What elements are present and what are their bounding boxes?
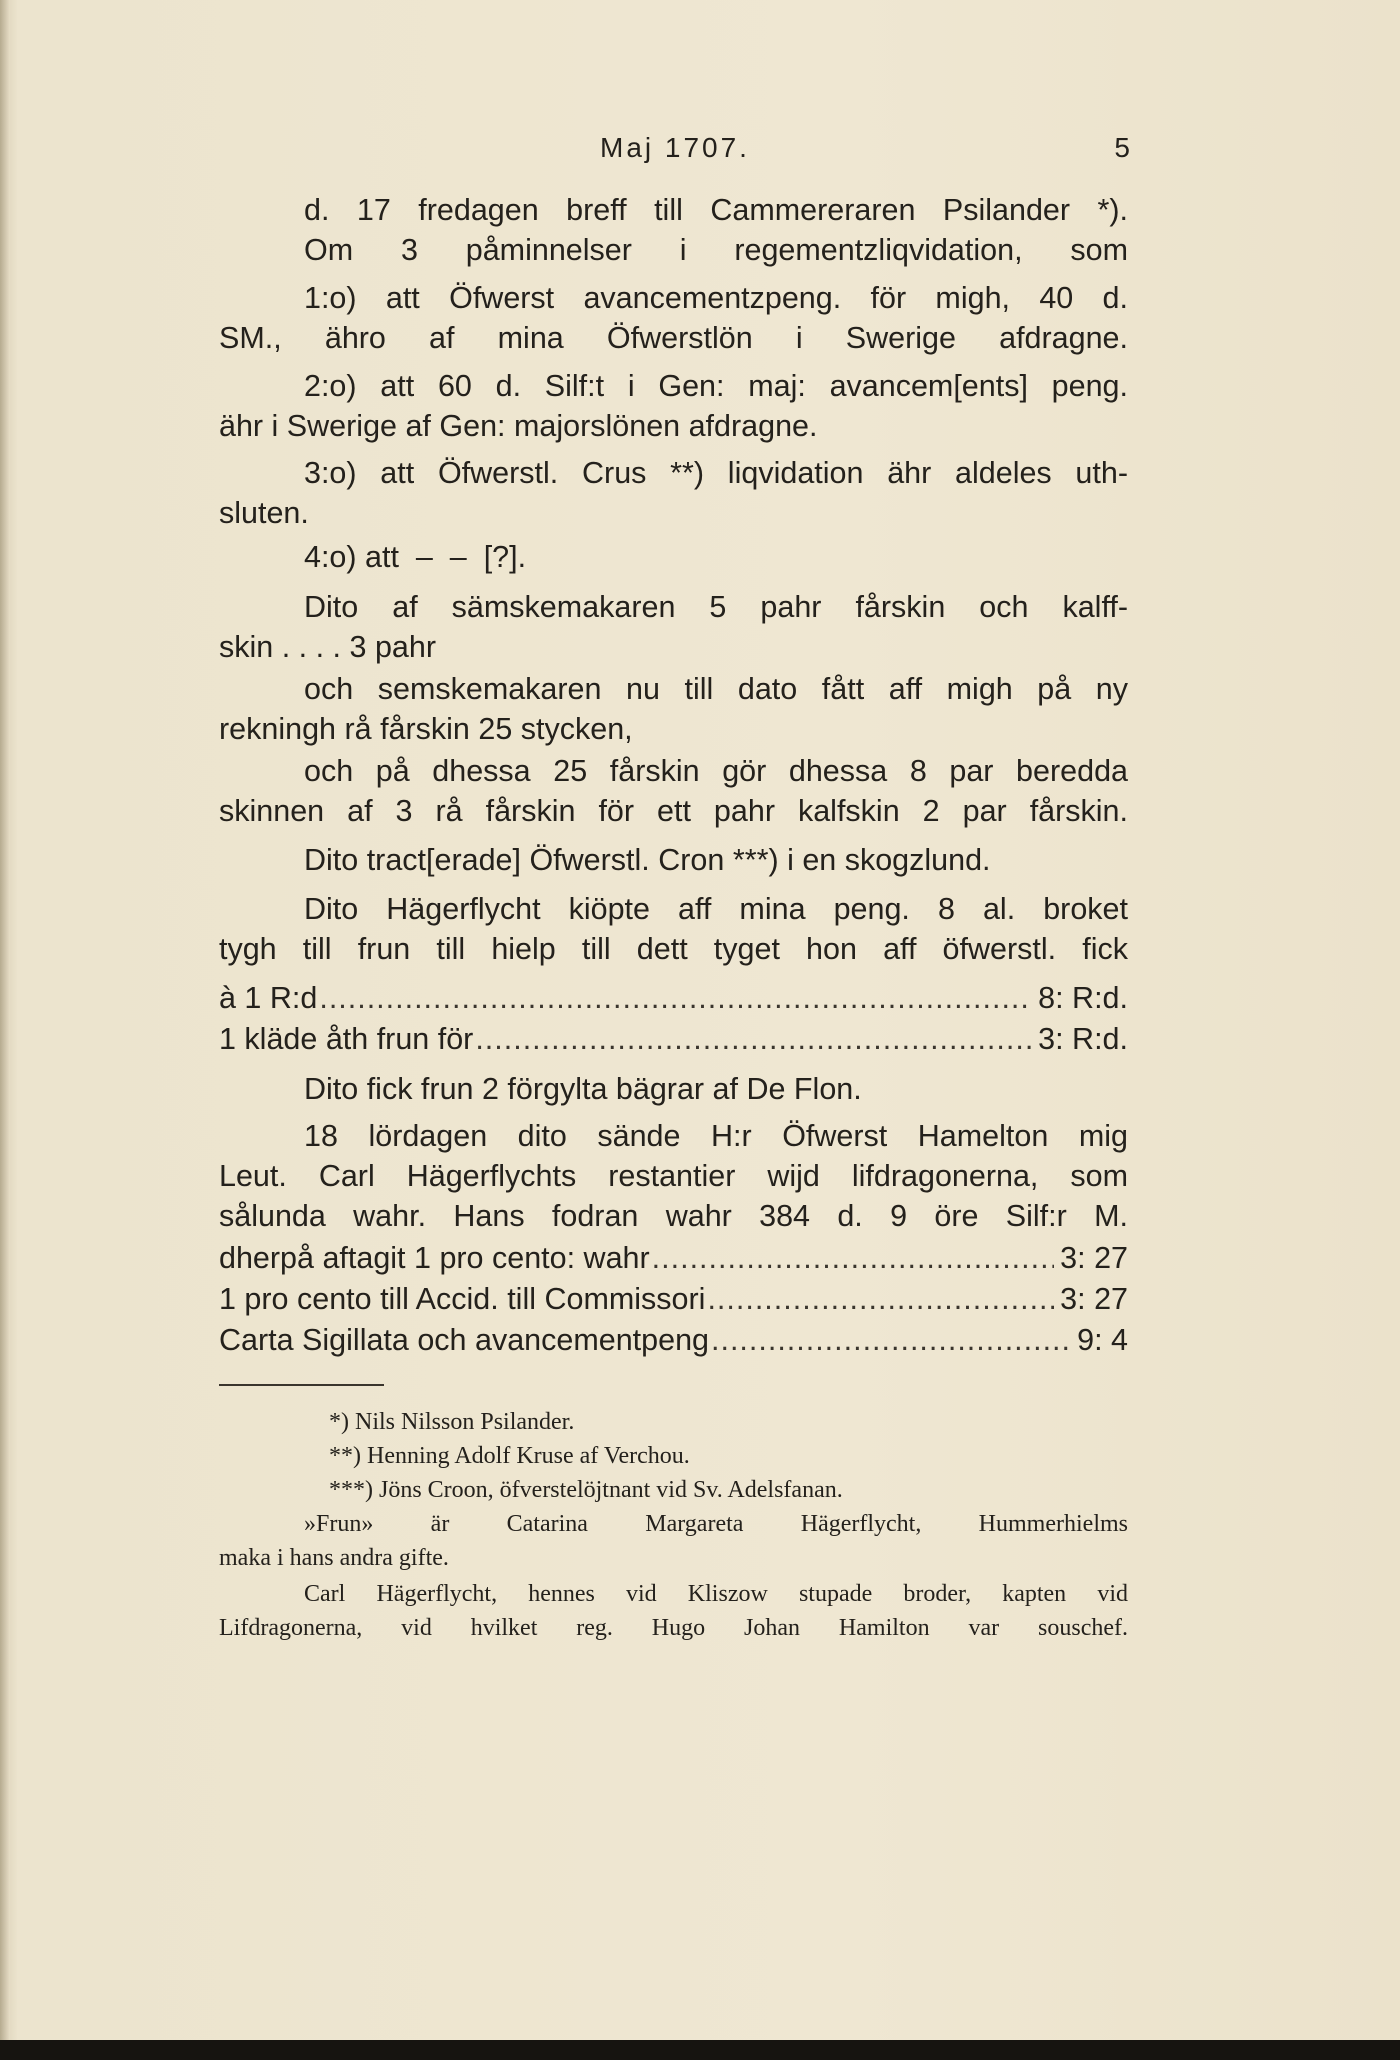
footnote: ***) Jöns Croon, öfverstelöjtnant vid Sv. Adelsfanan. — [329, 1477, 843, 1503]
ledger-item: 1 pro cento till Accid. till Commissori — [219, 1282, 706, 1316]
text-line: 4:o) att – – [?]. — [304, 540, 527, 574]
text-line: och på dhessa 25 fårskin gör dhessa 8 par beredda — [304, 754, 1128, 788]
ledger-item: dherpå aftagit 1 pro cento: wahr — [219, 1241, 650, 1275]
text-line: ähr i Swerige af Gen: majorslönen afdragne. — [219, 409, 818, 443]
text-line: och semskemakaren nu till dato fått aff migh på ny — [304, 672, 1128, 706]
ledger-amount: 3: 27 — [1060, 1241, 1128, 1275]
footnote: »Frun» är Catarina Margareta Hägerflycht, Hummerhielms — [304, 1511, 1128, 1537]
header-title: Maj 1707. — [600, 132, 750, 163]
ledger-row — [219, 1279, 1128, 1319]
footnote: Carl Hägerflycht, hennes vid Kliszow stupade broder, kapten vid — [304, 1581, 1128, 1607]
ledger-row — [219, 978, 1128, 1018]
text-line: Dito Hägerflycht kiöpte aff mina peng. 8 al. broket — [304, 892, 1128, 926]
text-line: sålunda wahr. Hans fodran wahr 384 d. 9 öre Silf:r M. — [219, 1199, 1128, 1233]
leader-dots — [652, 1238, 1054, 1278]
footnote: maka i hans andra gifte. — [219, 1545, 449, 1571]
text-line: tygh till frun till hielp till dett tyget hon aff öfwerstl. fick — [219, 932, 1128, 966]
text-line: SM., ähro af mina Öfwerstlön i Swerige afdragne. — [219, 321, 1128, 355]
footnote-rule — [219, 1384, 384, 1386]
text-line: 18 lördagen dito sände H:r Öfwerst Hamelton mig — [304, 1119, 1128, 1153]
ledger-amount: 3: 27 — [1060, 1282, 1128, 1316]
text-line: 3:o) att Öfwerstl. Crus **) liqvidation ähr aldeles uth- — [304, 456, 1128, 490]
footnote: **) Henning Adolf Kruse af Verchou. — [329, 1443, 690, 1469]
ledger-item: à 1 R:d — [219, 981, 318, 1015]
text-line: rekningh rå fårskin 25 stycken, — [219, 712, 633, 746]
leader-dots — [319, 978, 1032, 1018]
ledger-row — [219, 1320, 1128, 1360]
page-number: 5 — [1114, 132, 1130, 163]
text-line: Dito fick frun 2 förgylta bägrar af De Flon. — [304, 1072, 862, 1106]
text-line: 2:o) att 60 d. Silf:t i Gen: maj: avancem[ents] peng. — [304, 369, 1128, 403]
text-line: Leut. Carl Hägerflychts restantier wijd lifdragonerna, som — [219, 1159, 1128, 1193]
footnote: Lifdragonerna, vid hvilket reg. Hugo Johan Hamilton var souschef. — [219, 1615, 1128, 1641]
text-line: Dito af sämskemakaren 5 pahr fårskin och kalff- — [304, 590, 1128, 624]
text-line: skin . . . . 3 pahr — [219, 630, 436, 664]
text-line: skinnen af 3 rå fårskin för ett pahr kalfskin 2 par fårskin. — [219, 794, 1128, 828]
text-line: sluten. — [219, 496, 309, 530]
ledger-row — [219, 1238, 1128, 1278]
text-line: Dito tract[erade] Öfwerstl. Cron ***) i en skogzlund. — [304, 843, 991, 877]
page-gutter-shadow — [0, 0, 10, 2040]
text-line: 1:o) att Öfwerst avancementzpeng. för migh, 40 d. — [304, 281, 1128, 315]
ledger-row — [219, 1019, 1128, 1059]
ledger-amount: 3: R:d. — [1038, 1022, 1128, 1056]
leader-dots — [711, 1320, 1071, 1360]
text-line: d. 17 fredagen breff till Cammereraren Psilander *). — [304, 193, 1128, 227]
ledger-amount: 9: 4 — [1077, 1323, 1128, 1357]
leader-dots — [707, 1279, 1054, 1319]
text-line: Om 3 påminnelser i regementzliqvidation, som — [304, 233, 1128, 267]
scan-edge — [0, 2040, 1400, 2060]
footnote: *) Nils Nilsson Psilander. — [329, 1409, 575, 1435]
leader-dots — [475, 1019, 1032, 1059]
running-header — [600, 132, 1130, 172]
ledger-item: Carta Sigillata och avancementpeng — [219, 1323, 709, 1357]
ledger-item: 1 kläde åth frun för — [219, 1022, 474, 1056]
ledger-amount: 8: R:d. — [1038, 981, 1128, 1015]
